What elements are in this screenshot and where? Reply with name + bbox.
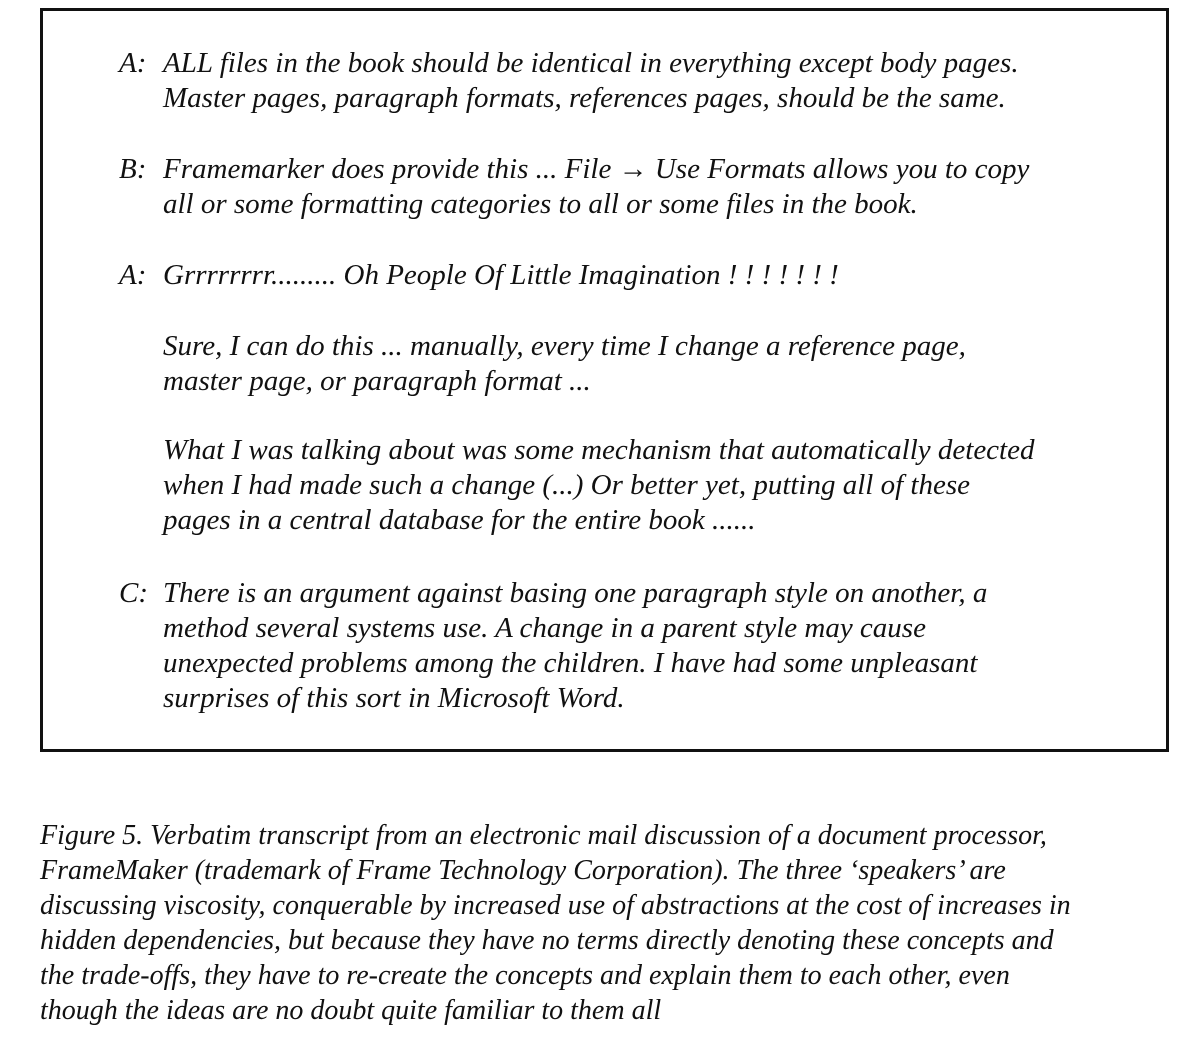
caption-line: Figure 5. Verbatim transcript from an electronic mail discussion of a document processor, bbox=[40, 820, 1047, 851]
entry-line: unexpected problems among the children. I have had some unpleasant bbox=[163, 647, 978, 679]
entry-text bbox=[163, 329, 1099, 399]
speaker-label: C: bbox=[119, 577, 148, 609]
entry-line: method several systems use. A change in a parent style may cause bbox=[163, 612, 926, 644]
entry-line: pages in a central database for the entire book ...... bbox=[163, 504, 756, 536]
entry-text bbox=[163, 152, 1099, 222]
transcript-entry bbox=[119, 46, 1099, 116]
caption-line: FrameMaker (trademark of Frame Technology Corporation). The three ‘speakers’ are bbox=[40, 855, 1006, 886]
entry-line: surprises of this sort in Microsoft Word. bbox=[163, 682, 625, 714]
figure-caption bbox=[40, 818, 1170, 1028]
entry-line: Master pages, paragraph formats, references pages, should be the same. bbox=[163, 82, 1006, 114]
transcript-entry bbox=[119, 258, 1099, 293]
caption-line: hidden dependencies, but because they have no terms directly denoting these concepts and bbox=[40, 925, 1054, 956]
entry-line: What I was talking about was some mechanism that automatically detected bbox=[163, 434, 1035, 466]
entry-text bbox=[163, 576, 1099, 716]
entry-line: master page, or paragraph format ... bbox=[163, 365, 591, 397]
entry-line: all or some formatting categories to all or some files in the book. bbox=[163, 188, 918, 220]
entry-line: Sure, I can do this ... manually, every time I change a reference page, bbox=[163, 330, 966, 362]
speaker-label: A: bbox=[119, 259, 147, 291]
entry-text bbox=[163, 258, 1099, 293]
entry-line: There is an argument against basing one paragraph style on another, a bbox=[163, 577, 988, 609]
transcript-entry bbox=[119, 433, 1099, 538]
transcript-entry bbox=[119, 576, 1099, 716]
caption-line: though the ideas are no doubt quite familiar to them all bbox=[40, 995, 662, 1026]
entry-text bbox=[163, 46, 1099, 116]
transcript-entry bbox=[119, 152, 1099, 222]
speaker-label: B: bbox=[119, 153, 147, 185]
transcript-entry bbox=[119, 329, 1099, 399]
entry-text bbox=[163, 433, 1099, 538]
entry-line: ALL files in the book should be identical in everything except body pages. bbox=[163, 47, 1019, 79]
speaker-label: A: bbox=[119, 47, 147, 79]
entry-line: Framemarker does provide this ... File → Use Formats allows you to copy bbox=[163, 153, 1030, 185]
caption-line: discussing viscosity, conquerable by increased use of abstractions at the cost of increases in bbox=[40, 890, 1071, 921]
caption-line: the trade-offs, they have to re-create the concepts and explain them to each other, even bbox=[40, 960, 1010, 991]
entry-line: when I had made such a change (...) Or better yet, putting all of these bbox=[163, 469, 971, 501]
entry-line: Grrrrrrrr......... Oh People Of Little Imagination ! ! ! ! ! ! ! bbox=[163, 259, 839, 291]
transcript-box bbox=[40, 8, 1169, 752]
